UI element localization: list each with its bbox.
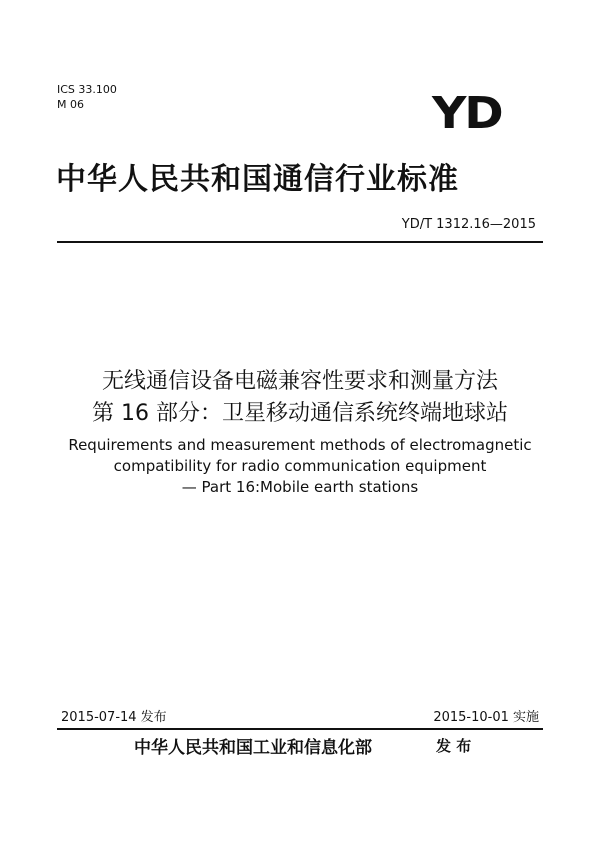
issue-date: 2015-07-14 发布 <box>61 710 167 725</box>
english-title-line2: compatibility for radio communication equipment <box>113 457 487 475</box>
issuing-authority: 中华人民共和国工业和信息化部 <box>134 738 372 758</box>
implementation-date: 2015-10-01 实施 <box>433 710 539 725</box>
standard-title: 中华人民共和国通信行业标准 <box>56 162 459 197</box>
ics-code: ICS 33.100 <box>57 83 117 96</box>
english-title-line1: Requirements and measurement methods of electromagnetic <box>68 436 532 454</box>
english-title-line3: — Part 16:Mobile earth stations <box>181 478 419 496</box>
yd-logo: YD <box>432 88 502 139</box>
standard-number: YD/T 1312.16—2015 <box>401 217 536 232</box>
class-code: M 06 <box>57 98 84 111</box>
classification-codes <box>57 82 117 112</box>
header-divider <box>57 241 543 243</box>
footer-divider <box>57 728 543 730</box>
issuer-action: 发 布 <box>436 737 472 755</box>
chinese-title-line1: 无线通信设备电磁兼容性要求和测量方法 <box>101 369 498 394</box>
chinese-title-line2: 第 16 部分：卫星移动通信系统终端地球站 <box>92 401 508 426</box>
